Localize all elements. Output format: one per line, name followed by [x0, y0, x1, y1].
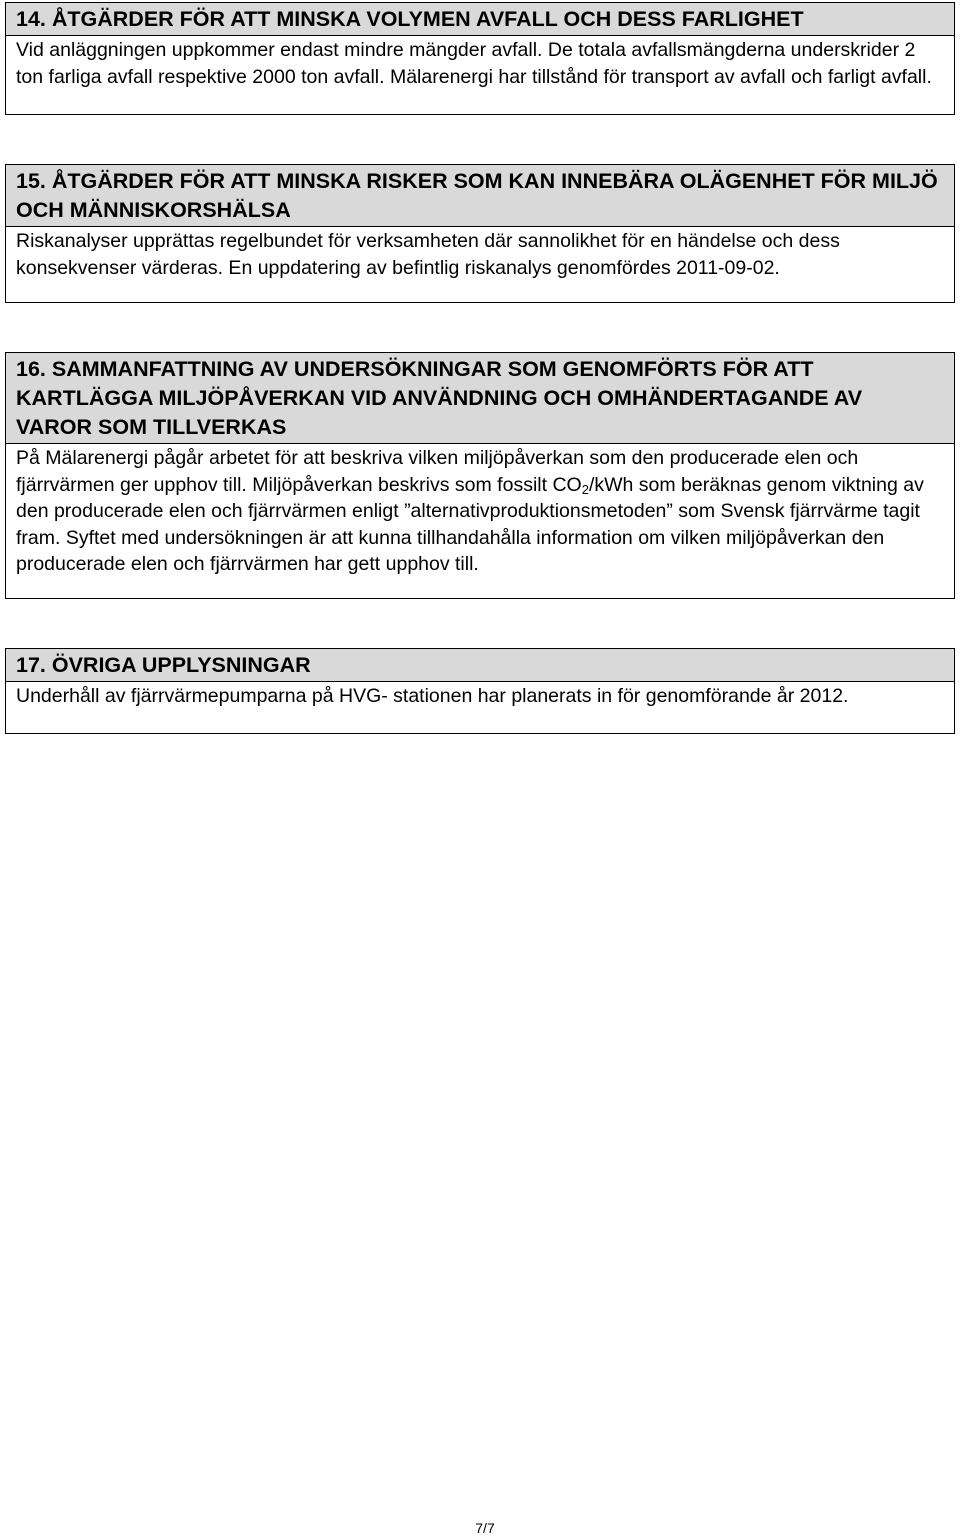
section-17-title: 17. ÖVRIGA UPPLYSNINGAR: [6, 649, 954, 682]
section-17: [5, 648, 955, 734]
section-16-body-part2: /kWh som beräknas genom viktning av den producerade elen och fjärrvärmen enligt ”alternativproduktionsmetoden” som Svensk fjärrvärme tagit fram. Syftet med undersökningen är att kunna tillhandahålla information om vilken miljöpåverkan den producerade elen och fjärrvärmen har gett upphov till.: [16, 473, 924, 575]
section-14-body: Vid anläggningen uppkommer endast mindre mängder avfall. De totala avfallsmängderna underskrider 2 ton farliga avfall respektive 2000 ton avfall. Mälarenergi har tillstånd för transport av avfall och farligt avfall.: [16, 39, 932, 88]
co2-subscript: 2: [581, 481, 589, 497]
section-16: [5, 352, 955, 599]
section-15-title: 15. ÅTGÄRDER FÖR ATT MINSKA RISKER SOM KAN INNEBÄRA OLÄGENHET FÖR MILJÖ OCH MÄNNISKORSHÄLSA: [6, 165, 954, 227]
page-number: 7/7: [475, 1520, 495, 1536]
section-16-body-part1: På Mälarenergi pågår arbetet för att beskriva vilken miljöpåverkan som den producerade elen och fjärrvärmen ger upphov till. Miljöpåverkan beskrivs som fossilt CO: [16, 447, 859, 496]
section-15-body: Riskanalyser upprättas regelbundet för verksamheten där sannolikhet för en händelse och dess konsekvenser värderas. En uppdatering av befintlig riskanalys genomfördes 2011-09-02.: [16, 230, 840, 279]
section-14-title: 14. ÅTGÄRDER FÖR ATT MINSKA VOLYMEN AVFALL OCH DESS FARLIGHET: [6, 3, 954, 36]
section-17-body: Underhåll av fjärrvärmepumparna på HVG- stationen har planerats in för genomförande år 2012.: [16, 685, 849, 707]
section-14: [5, 2, 955, 115]
section-16-body: [6, 444, 954, 581]
section-16-title: 16. SAMMANFATTNING AV UNDERSÖKNINGAR SOM GENOMFÖRTS FÖR ATT KARTLÄGGA MILJÖPÅVERKAN VID ANVÄNDNING OCH OMHÄNDERTAGANDE AV VAROR SOM TILLVERKAS: [6, 353, 954, 444]
section-15: [5, 164, 955, 303]
